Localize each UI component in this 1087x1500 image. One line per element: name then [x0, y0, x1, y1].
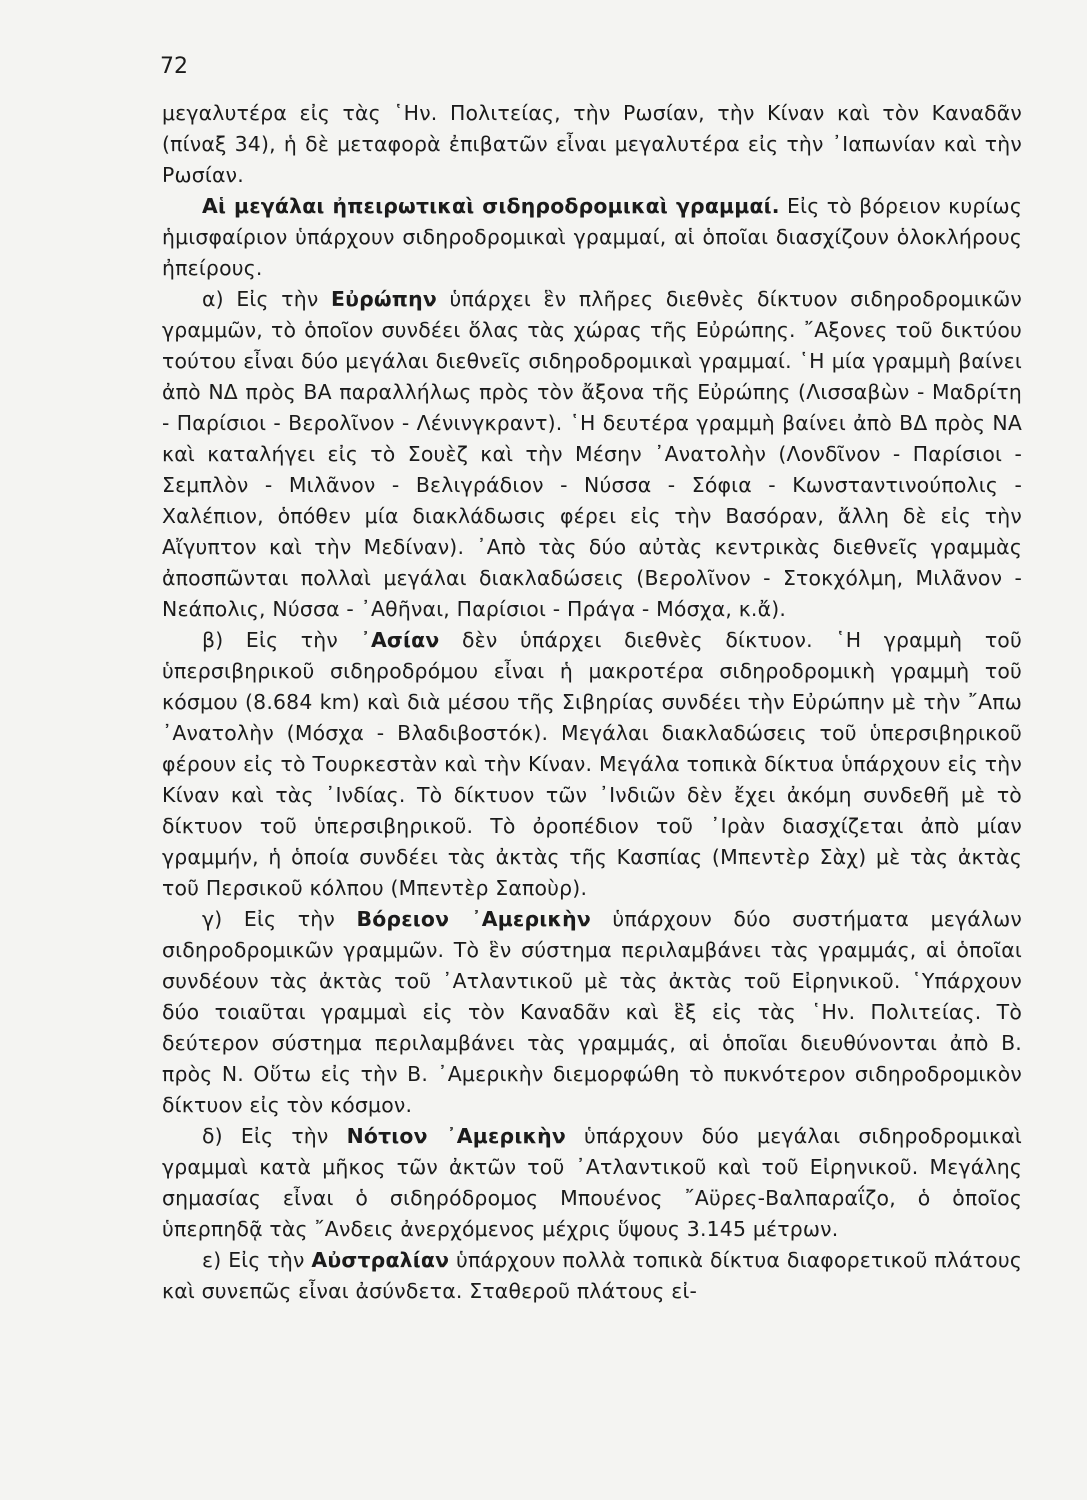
- section-heading: Αἱ μεγάλαι ἠπειρωτικαὶ σιδηροδρομικαὶ γραμμαί.: [202, 194, 780, 218]
- paragraph-south-america: [162, 1121, 1022, 1245]
- paragraph-text: δ) Εἰς τὴν: [202, 1124, 347, 1148]
- paragraph-asia: [162, 625, 1022, 904]
- paragraph-north-america: [162, 904, 1022, 1121]
- paragraph-text: ὑπάρχουν δύο μεγάλαι σιδηροδρομικαὶ γραμμαὶ κατὰ μῆκος τῶν ἀκτῶν τοῦ ᾿Ατλαντικοῦ καὶ τοῦ Εἰρηνικοῦ. Μεγάλης σημασίας εἶναι ὁ σιδηρόδρομος Μπουένος ῎Αϋρες-Βαλπαραΐζο, ὁ ὁποῖος ὑπερπηδᾷ τὰς ῎Ανδεις ἀνερχόμενος μέχρις ὕψους 3.145 μέτρων.: [162, 1124, 1022, 1241]
- paragraph-continuation: [162, 98, 1022, 191]
- region-heading: Νότιον ᾿Αμερικὴν: [346, 1124, 566, 1148]
- paragraph-text: μεγαλυτέρα εἰς τὰς ῾Ην. Πολιτείας, τὴν Ρωσίαν, τὴν Κίναν καὶ τὸν Καναδᾶν (πίναξ 34), ἡ δὲ μεταφορὰ ἐπιβατῶν εἶναι μεγαλυτέρα εἰς τὴν ᾿Ιαπωνίαν καὶ τὴν Ρωσίαν.: [162, 101, 1022, 187]
- region-heading: Αὐστραλίαν: [311, 1248, 450, 1272]
- paragraph-text: β) Εἰς τὴν: [202, 628, 361, 652]
- page-number: 72: [160, 54, 188, 79]
- paragraph-text: δὲν ὑπάρχει διεθνὲς δίκτυον. ῾Η γραμμὴ τοῦ ὑπερσιβηρικοῦ σιδηροδρόμου εἶναι ἡ μακροτέρα σιδηροδρομικὴ γραμμὴ τοῦ κόσμου (8.684 km) καὶ διὰ μέσου τῆς Σιβηρίας συνδέει τὴν Εὐρώπην μὲ τὴν ῎Απω ᾿Ανατολὴν (Μόσχα - Βλαδιβοστόκ). Μεγάλαι διακλαδώσεις τοῦ ὑπερσιβηρικοῦ φέρουν εἰς τὸ Τουρκεστὰν καὶ τὴν Κίναν. Μεγάλα τοπικὰ δίκτυα ὑπάρχουν εἰς τὴν Κίναν καὶ τὰς ᾿Ινδίας. Τὸ δίκτυον τῶν ᾿Ινδιῶν δὲν ἔχει ἀκόμη συνδεθῆ μὲ τὸ δίκτυον τοῦ ὑπερσιβηρικοῦ. Τὸ ὀροπέδιον τοῦ ᾿Ιρὰν διασχίζεται ἀπὸ μίαν γραμμήν, ἡ ὁποία συνδέει τὰς ἀκτὰς τῆς Κασπίας (Μπεντὲρ Σὰχ) μὲ τὰς ἀκτὰς τοῦ Περσικοῦ κόλπου (Μπεντὲρ Σαποὺρ).: [162, 628, 1022, 900]
- region-heading: Εὐρώπην: [330, 287, 437, 311]
- paragraph-text: Εἰς τὸ βόρειον κυρίως ἡμισφαίριον ὑπάρχουν σιδηροδρομικαὶ γραμμαί, αἱ ὁποῖαι διασχίζουν ὁλοκλήρους ἠπείρους.: [162, 194, 1022, 280]
- paragraph-continental-railways: [162, 191, 1022, 284]
- body-text: [162, 98, 1022, 1307]
- region-heading: Βόρειον ᾿Αμερικὴν: [356, 907, 591, 931]
- paragraph-text: ε) Εἰς τὴν: [202, 1248, 312, 1272]
- paragraph-text: γ) Εἰς τὴν: [202, 907, 357, 931]
- region-heading: ᾿Ασίαν: [360, 628, 440, 652]
- paragraph-text: ὑπάρχουν πολλὰ τοπικὰ δίκτυα διαφορετικοῦ πλάτους καὶ συνεπῶς εἶναι ἀσύνδετα. Σταθεροῦ πλάτους εἰ-: [162, 1248, 1023, 1303]
- paragraph-text: α) Εἰς τὴν: [202, 287, 331, 311]
- paragraph-text: ὑπάρχουν δύο συστήματα μεγάλων σιδηροδρομικῶν γραμμῶν. Τὸ ἓν σύστημα περιλαμβάνει τὰς γραμμάς, αἱ ὁποῖαι συνδέουν τὰς ἀκτὰς τοῦ ᾿Ατλαντικοῦ μὲ τὰς ἀκτὰς τοῦ Εἰρηνικοῦ. ῾Υπάρχουν δύο τοιαῦται γραμμαὶ εἰς τὸν Καναδᾶν καὶ ἓξ εἰς τὰς ῾Ην. Πολιτείας. Τὸ δεύτερον σύστημα περιλαμβάνει τὰς γραμμάς, αἱ ὁποῖαι διευθύνονται ἀπὸ Β. πρὸς Ν. Οὕτω εἰς τὴν Β. ᾿Αμερικὴν διεμορφώθη τὸ πυκνότερον σιδηροδρομικὸν δίκτυον εἰς τὸν κόσμον.: [162, 907, 1022, 1117]
- paragraph-text: ὑπάρχει ἓν πλῆρες διεθνὲς δίκτυον σιδηροδρομικῶν γραμμῶν, τὸ ὁποῖον συνδέει ὅλας τὰς χώρας τῆς Εὐρώπης. ῎Αξονες τοῦ δικτύου τούτου εἶναι δύο μεγάλαι διεθνεῖς σιδηροδρομικαὶ γραμμαί. ῾Η μία γραμμὴ βαίνει ἀπὸ ΝΔ πρὸς ΒΑ παραλλήλως πρὸς τὸν ἄξονα τῆς Εὐρώπης (Λισσαβὼν - Μαδρίτη - Παρίσιοι - Βερολῖνον - Λένινγκραντ). ῾Η δευτέρα γραμμὴ βαίνει ἀπὸ ΒΔ πρὸς ΝΑ καὶ καταλήγει εἰς τὸ Σουὲζ καὶ τὴν Μέσην ᾿Ανατολὴν (Λονδῖνον - Παρίσιοι - Σεμπλὸν - Μιλᾶνον - Βελιγράδιον - Νύσσα - Σόφια - Κωνσταντινούπολις - Χαλέπιον, ὁπόθεν μία διακλάδωσις φέρει εἰς τὴν Βασόραν, ἄλλη δὲ εἰς τὴν Αἴγυπτον καὶ τὴν Μεδίναν). ᾿Απὸ τὰς δύο αὐτὰς κεντρικὰς διεθνεῖς γραμμὰς ἀποσπῶνται πολλαὶ μεγάλαι διακλαδώσεις (Βερολῖνον - Στοκχόλμη, Μιλᾶνον - Νεάπολις, Νύσσα - ᾿Αθῆναι, Παρίσιοι - Πράγα - Μόσχα, κ.ἄ).: [162, 287, 1023, 621]
- paragraph-europe: [162, 284, 1022, 625]
- paragraph-australia: [162, 1245, 1022, 1307]
